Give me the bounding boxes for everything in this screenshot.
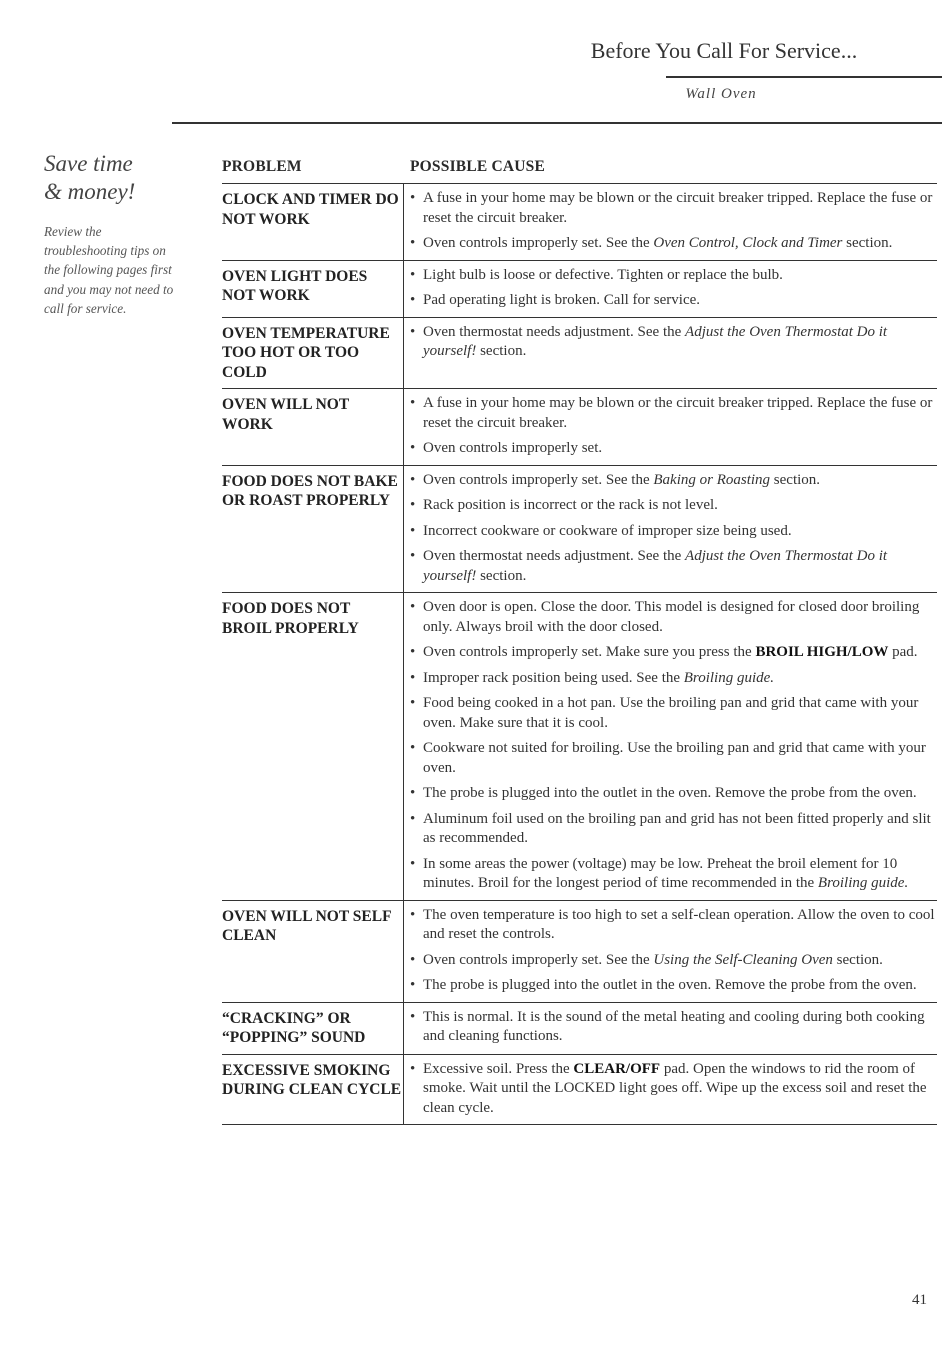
cause-item xyxy=(410,291,937,311)
cause-text: section. xyxy=(476,343,527,359)
cause-text: Cookware not suited for broiling. Use the broiling pan and grid that came with your oven. xyxy=(423,740,926,776)
cause-keypad-label: CLEAR/OFF xyxy=(573,1060,661,1077)
table-row xyxy=(222,389,937,466)
cause-reference-text: Broiling guide. xyxy=(817,875,909,891)
cause-text: Oven controls improperly set. See the xyxy=(423,951,654,968)
cause-reference-text: Oven Control, Clock and Timer xyxy=(653,235,843,251)
problem-cell: FOOD DOES NOT BAKE OR ROAST PROPERLY xyxy=(222,472,398,509)
cause-item xyxy=(410,951,937,971)
cause-item xyxy=(410,496,937,516)
cause-item xyxy=(410,739,937,778)
problem-cell: OVEN WILL NOT WORK xyxy=(222,396,349,433)
cause-item xyxy=(410,522,937,542)
cause-item xyxy=(410,906,937,945)
table-row xyxy=(222,318,937,390)
cause-item xyxy=(410,976,937,996)
table-row xyxy=(222,261,937,318)
table-header xyxy=(222,150,937,184)
cause-cell xyxy=(403,1055,937,1125)
cause-item xyxy=(410,189,937,228)
cause-text: Oven controls improperly set. Make sure you press the xyxy=(423,644,756,660)
cause-text: Oven controls improperly set. See the xyxy=(423,235,654,251)
table-row xyxy=(222,1003,937,1055)
cause-text: Aluminum foil used on the broiling pan and grid has not been fitted properly and slit as recommended. xyxy=(423,810,931,846)
cause-item xyxy=(410,439,937,459)
cause-item xyxy=(410,784,937,804)
cause-cell xyxy=(403,261,937,317)
table-row xyxy=(222,184,937,261)
sidebar-text: Review the troubleshooting tips on the following pages first and you may not need to call for service. xyxy=(44,224,174,316)
cause-reference-text: Using the Self-Cleaning Oven xyxy=(653,951,833,968)
cause-reference-text: Adjust the Oven Thermostat Do it yourself! xyxy=(423,548,888,584)
problem-cell: CLOCK AND TIMER DO NOT WORK xyxy=(222,191,399,228)
page-subtitle: Wall Oven xyxy=(685,86,757,102)
page-number: 41 xyxy=(912,1292,927,1308)
cause-item xyxy=(410,669,937,689)
cause-cell xyxy=(403,466,937,593)
cause-text: Oven thermostat needs adjustment. See the xyxy=(423,323,686,340)
cause-item xyxy=(410,810,937,849)
sidebar-title-line1: Save time xyxy=(44,151,133,176)
problem-cell: OVEN TEMPERATURE TOO HOT OR TOO COLD xyxy=(222,324,390,381)
cause-text: A fuse in your home may be blown or the circuit breaker tripped. Replace the fuse or reset the circuit breaker. xyxy=(423,190,933,226)
problem-cell: OVEN WILL NOT SELF CLEAN xyxy=(222,907,391,944)
cause-text: Rack position is incorrect or the rack is not level. xyxy=(423,497,718,513)
problem-cell: “CRACKING” OR “POPPING” SOUND xyxy=(222,1009,366,1046)
cause-item xyxy=(410,266,937,286)
table-body xyxy=(222,184,937,1125)
problem-cell: FOOD DOES NOT BROIL PROPERLY xyxy=(222,600,359,637)
cause-text: section. xyxy=(770,471,821,488)
cause-text: section. xyxy=(832,951,883,968)
cause-item xyxy=(410,598,937,637)
cause-text: Excessive soil. Press the xyxy=(423,1060,574,1077)
table-row xyxy=(222,593,937,901)
problem-cell: EXCESSIVE SMOKING DURING CLEAN CYCLE xyxy=(222,1061,402,1098)
sidebar-title-line2: & money! xyxy=(44,179,136,204)
cause-text: A fuse in your home may be blown or the circuit breaker tripped. Replace the fuse or reset the circuit breaker. xyxy=(423,395,933,431)
troubleshooting-table xyxy=(222,150,937,1125)
cause-text: Oven door is open. Close the door. This model is designed for closed door broiling only. Always broil with the door closed. xyxy=(423,599,920,635)
cause-keypad-label: BROIL HIGH/LOW xyxy=(755,644,889,660)
cause-reference-text: Adjust the Oven Thermostat Do it yourself! xyxy=(423,323,888,359)
section-divider xyxy=(172,122,942,124)
cause-item xyxy=(410,855,937,894)
cause-text: The oven temperature is too high to set a self-clean operation. Allow the oven to cool and reset the controls. xyxy=(423,906,935,942)
cause-cell xyxy=(403,389,937,465)
cause-text: Oven controls improperly set. xyxy=(423,440,603,456)
cause-item xyxy=(410,694,937,733)
sidebar xyxy=(44,150,174,318)
problem-column-header: PROBLEM xyxy=(222,157,302,175)
cause-reference-text: Broiling guide. xyxy=(683,669,775,686)
cause-text: section. xyxy=(476,567,527,584)
cause-item xyxy=(410,323,937,362)
table-row xyxy=(222,1055,937,1126)
cause-item xyxy=(410,394,937,433)
table-row xyxy=(222,466,937,594)
cause-text: Incorrect cookware or cookware of improper size being used. xyxy=(423,522,792,539)
cause-reference-text: Baking or Roasting xyxy=(653,471,771,488)
cause-cell xyxy=(403,901,937,1002)
cause-cell xyxy=(403,184,937,260)
cause-text: The probe is plugged into the outlet in the oven. Remove the probe from the oven. xyxy=(423,977,917,993)
cause-item xyxy=(410,1008,937,1047)
cause-text: Food being cooked in a hot pan. Use the broiling pan and grid that came with your oven. Make sure that it is cool. xyxy=(423,695,919,731)
cause-text: Light bulb is loose or defective. Tighten or replace the bulb. xyxy=(423,266,783,283)
cause-text: In some areas the power (voltage) may be low. Preheat the broil element for 10 minutes. Broil for the longest period of time recommended in the xyxy=(423,855,898,891)
table-row xyxy=(222,901,937,1003)
cause-item xyxy=(410,1060,937,1119)
cause-item xyxy=(410,547,937,586)
cause-cell xyxy=(403,318,937,389)
header-divider xyxy=(666,76,942,78)
cause-item xyxy=(410,471,937,491)
cause-text: pad. Open the windows to rid the room of smoke. Wait until the LOCKED light goes off. Wipe up the excess soil and reset the clean cycle. xyxy=(423,1060,927,1116)
page-title: Before You Call For Service... xyxy=(590,38,858,63)
cause-text: pad. xyxy=(888,644,918,660)
cause-cell xyxy=(403,1003,937,1054)
problem-cell: OVEN LIGHT DOES NOT WORK xyxy=(222,267,368,304)
cause-cell xyxy=(403,593,937,900)
sidebar-title xyxy=(44,150,174,206)
cause-text: section. xyxy=(842,235,893,251)
cause-text: The probe is plugged into the outlet in the oven. Remove the probe from the oven. xyxy=(423,785,917,801)
cause-column-header: POSSIBLE CAUSE xyxy=(410,157,546,175)
cause-item xyxy=(410,234,937,254)
cause-text: Oven controls improperly set. See the xyxy=(423,471,654,488)
cause-text: Oven thermostat needs adjustment. See the xyxy=(423,548,686,564)
cause-item xyxy=(410,643,937,663)
cause-text: This is normal. It is the sound of the metal heating and cooling during both cooking and cleaning functions. xyxy=(423,1008,925,1044)
cause-text: Pad operating light is broken. Call for service. xyxy=(423,292,701,308)
cause-text: Improper rack position being used. See the xyxy=(423,669,684,686)
